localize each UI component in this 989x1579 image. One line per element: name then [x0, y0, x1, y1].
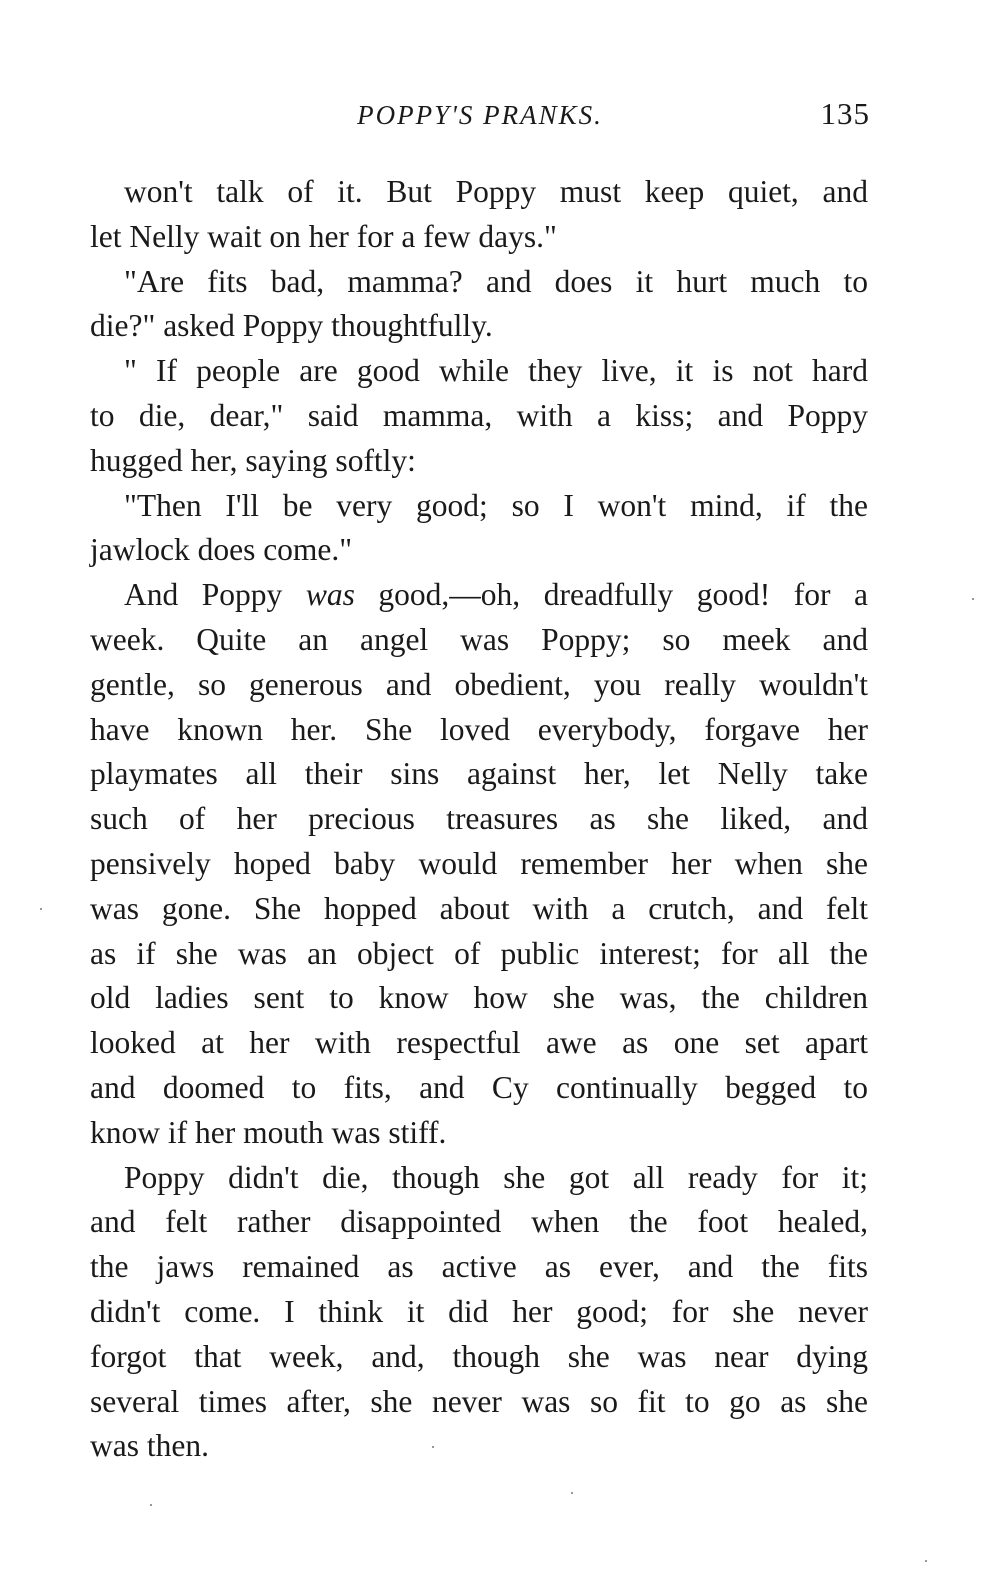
text-line: such of her precious treasures as she liked, and	[90, 801, 868, 837]
paragraph	[90, 170, 868, 260]
paragraph	[90, 349, 868, 483]
text-segment: good,—oh, dreadfully good! for a	[354, 577, 868, 613]
text-line: "Then I'll be very good; so I won't mind, if the	[124, 487, 868, 523]
paper-speck	[925, 1560, 927, 1562]
paper-speck	[150, 1504, 152, 1506]
italic-word: was	[305, 577, 355, 613]
text-line: "Are fits bad, mamma? and does it hurt much to	[124, 263, 868, 299]
text-line: pensively hoped baby would remember her when she	[90, 845, 868, 881]
text-line: looked at her with respectful awe as one set apart	[90, 1025, 868, 1061]
text-line: old ladies sent to know how she was, the children	[90, 980, 868, 1016]
text-line: die?" asked Poppy thoughtfully.	[90, 308, 493, 344]
paragraph	[90, 260, 868, 350]
text-line: Poppy didn't die, though she got all ready for it;	[124, 1159, 868, 1195]
text-line: gentle, so generous and obedient, you really wouldn't	[90, 666, 868, 702]
text-line: and doomed to fits, and Cy continually begged to	[90, 1069, 868, 1105]
text-line: was gone. She hopped about with a crutch, and felt	[90, 890, 868, 926]
text-line: jawlock does come."	[90, 532, 353, 568]
paragraph	[90, 1156, 868, 1470]
text-line: let Nelly wait on her for a few days."	[90, 218, 557, 254]
text-line: and felt rather disappointed when the foot healed,	[90, 1204, 868, 1240]
text-line: week. Quite an angel was Poppy; so meek and	[90, 621, 868, 657]
paragraph	[90, 573, 868, 1155]
text-line: " If people are good while they live, it is not hard	[124, 353, 868, 389]
paper-speck	[972, 598, 974, 600]
text-line	[90, 573, 868, 618]
text-line: didn't come. I think it did her good; for she never	[90, 1293, 868, 1329]
text-line: as if she was an object of public interest; for all the	[90, 935, 868, 971]
text-line: won't talk of it. But Poppy must keep quiet, and	[124, 174, 868, 209]
page-number: 135	[820, 96, 870, 131]
paper-speck	[432, 1446, 434, 1448]
paragraph	[90, 484, 868, 574]
text-line: know if her mouth was stiff.	[90, 1114, 447, 1150]
paper-speck	[40, 908, 42, 910]
text-line: was then.	[90, 1428, 209, 1464]
text-line: hugged her, saying softly:	[90, 442, 416, 478]
running-head	[90, 96, 870, 136]
text-line: forgot that week, and, though she was near dying	[90, 1338, 868, 1374]
text-line: the jaws remained as active as ever, and the fits	[90, 1249, 868, 1285]
body-text	[90, 170, 868, 1469]
text-line: several times after, she never was so fit to go as she	[90, 1383, 868, 1419]
text-segment: And Poppy	[124, 577, 306, 613]
text-line: have known her. She loved everybody, forgave her	[90, 711, 868, 747]
paper-speck	[571, 1492, 573, 1494]
text-line: playmates all their sins against her, let Nelly take	[90, 756, 868, 792]
text-line: to die, dear," said mamma, with a kiss; and Poppy	[90, 397, 868, 433]
running-title: POPPY'S PRANKS.	[357, 100, 603, 130]
